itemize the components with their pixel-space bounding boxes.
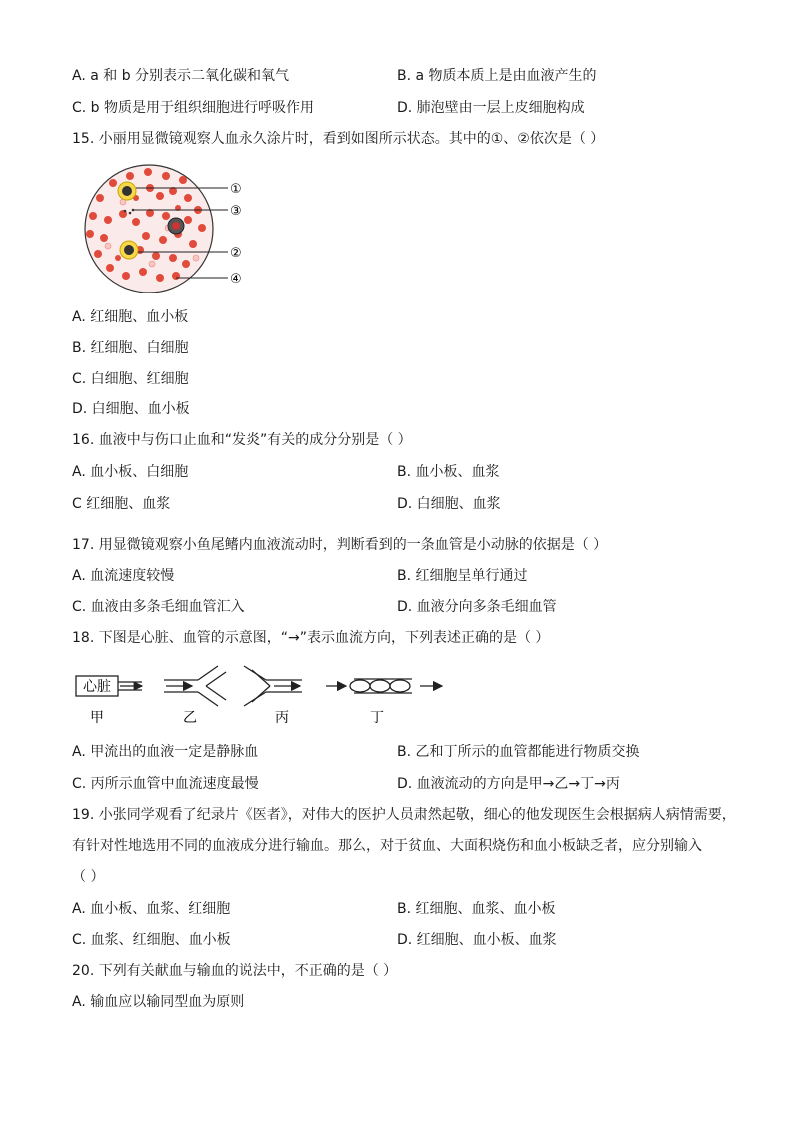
q17-option-b: B. 红细胞呈单行通过 [397, 568, 528, 584]
diagram-yi-branching [164, 666, 226, 706]
q14-option-d: D. 肺泡壁由一层上皮细胞构成 [397, 100, 585, 116]
q15-option-b: B. 红细胞、白细胞 [72, 340, 189, 356]
label-2: ② [230, 246, 242, 261]
white-blood-cell-3 [168, 218, 184, 234]
label-1: ① [230, 182, 242, 197]
q15-option-d: D. 白细胞、血小板 [72, 401, 190, 417]
diagram-jia-heart [76, 676, 142, 696]
q14-option-a: A. a 和 b 分别表示二氧化碳和氧气 [72, 68, 290, 84]
caption-jia: 甲 [90, 710, 104, 726]
caption-bing: 丙 [275, 710, 289, 726]
q17-option-c: C. 血液由多条毛细血管汇入 [72, 599, 245, 615]
q16-option-d: D. 白细胞、血浆 [397, 496, 501, 512]
q18-stem: 18. 下图是心脏、血管的示意图，“→”表示血流方向，下列表述正确的是（ ） [72, 630, 550, 646]
q18-option-d: D. 血液流动的方向是甲→乙→丁→丙 [397, 776, 620, 792]
q20-stem: 20. 下列有关献血与输血的说法中，不正确的是（ ） [72, 963, 398, 979]
q19-stem-line1: 19. 小张同学观看了纪录片《医者》，对伟大的医护人员肃然起敬，细心的他发现医生会根据病人病情需要， [72, 807, 736, 823]
q19-option-c: C. 血浆、红细胞、血小板 [72, 932, 231, 948]
heart-label: 心脏 [83, 679, 111, 695]
q19-option-a: A. 血小板、血浆、红细胞 [72, 901, 231, 917]
caption-yi: 乙 [183, 710, 197, 726]
label-3: ③ [230, 204, 242, 219]
q15-stem: 15. 小丽用显微镜观察人血永久涂片时，看到如图所示状态。其中的①、②依次是（ ） [72, 131, 605, 147]
q15-option-a: A. 红细胞、血小板 [72, 309, 189, 325]
label-4: ④ [230, 272, 242, 287]
q18-option-b: B. 乙和丁所示的血管都能进行物质交换 [397, 744, 640, 760]
q16-option-b: B. 血小板、血浆 [397, 464, 500, 480]
white-blood-cell-1 [118, 182, 136, 200]
q17-option-a: A. 血流速度较慢 [72, 568, 175, 584]
q19-stem-line2: 有针对性地选用不同的血液成分进行输血。那么，对于贫血、大面积烧伤和血小板缺乏者，应分别输入 [72, 838, 702, 854]
q17-stem: 17. 用显微镜观察小鱼尾鳍内血液流动时，判断看到的一条血管是小动脉的依据是（ ） [72, 537, 608, 553]
caption-ding: 丁 [370, 710, 384, 726]
q14-option-b: B. a 物质本质上是由血液产生的 [397, 68, 597, 84]
blood-smear-figure [78, 158, 258, 293]
q19-option-d: D. 红细胞、血小板、血浆 [397, 932, 557, 948]
q16-option-c: C 红细胞、血浆 [72, 496, 171, 512]
q20-option-a: A. 输血应以输同型血为原则 [72, 994, 245, 1010]
diagram-bing-converging [244, 666, 302, 706]
q19-stem-line3: （ ） [72, 869, 105, 885]
q18-option-c: C. 丙所示血管中血流速度最慢 [72, 776, 259, 792]
q16-option-a: A. 血小板、白细胞 [72, 464, 189, 480]
q18-option-a: A. 甲流出的血液一定是静脉血 [72, 744, 259, 760]
heart-vessels-figure [72, 660, 462, 726]
white-blood-cell-2 [120, 241, 138, 259]
q19-option-b: B. 红细胞、血浆、血小板 [397, 901, 556, 917]
q15-option-c: C. 白细胞、红细胞 [72, 371, 189, 387]
q16-stem: 16. 血液中与伤口止血和“发炎”有关的成分分别是（ ） [72, 432, 412, 448]
q14-option-c: C. b 物质是用于组织细胞进行呼吸作用 [72, 100, 315, 116]
q17-option-d: D. 血液分向多条毛细血管 [397, 599, 557, 615]
diagram-ding-capillary [326, 679, 442, 693]
